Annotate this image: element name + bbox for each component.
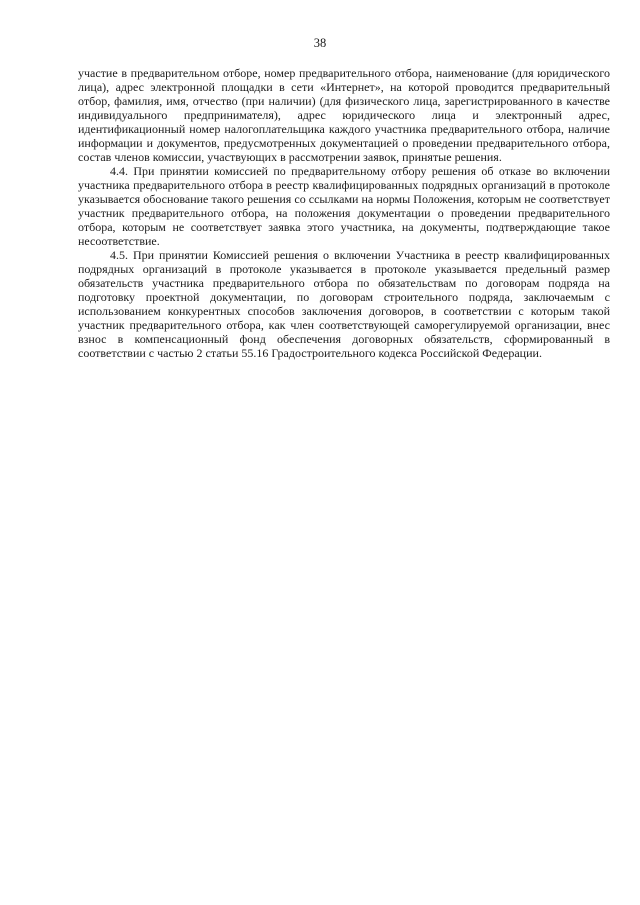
document-body xyxy=(78,66,610,360)
paragraph-4-5: 4.5. При принятии Комиссией решения о включении Участника в реестр квалифицированных подрядных организаций в протоколе указывается в протоколе указывается предельный размер обязательств участника предварительного отбора по обязательствам по договорам подряда на подготовку проектной документации, по договорам строительного подряда, заключаемым с использованием конкурентных способов заключения договоров, в соответствии с которым такой участник предварительного отбора, как член соответствующей саморегулируемой организации, внес взнос в компенсационный фонд обеспечения договорных обязательств, сформированный в соответствии с частью 2 статьи 55.16 Градостроительного кодекса Российской Федерации. xyxy=(78,248,610,360)
paragraph-continuation: участие в предварительном отборе, номер предварительного отбора, наименование (для юридического лица), адрес электронной площадки в сети «Интернет», на которой проводится предварительный отбор, фамилия, имя, отчество (при наличии) (для физического лица, зарегистрированного в качестве индивидуального предпринимателя), адрес юридического лица и электронный адрес, идентификационный номер налогоплательщика каждого участника предварительного отбора, наличие информации и документов, предусмотренных документацией о проведении предварительного отбора, состав членов комиссии, участвующих в рассмотрении заявок, принятые решения. xyxy=(78,66,610,164)
page-number: 38 xyxy=(313,36,327,50)
paragraph-4-4: 4.4. При принятии комиссией по предварительному отбору решения об отказе во включении участника предварительного отбора в реестр квалифицированных подрядных организаций в протоколе указывается обоснование такого решения со ссылками на нормы Положения, которым не соответствует участник предварительного отбора, на положения документации о проведении предварительного отбора, которым не соответствует заявка этого участника, на документы, подтверждающие такое несоответствие. xyxy=(78,164,610,248)
